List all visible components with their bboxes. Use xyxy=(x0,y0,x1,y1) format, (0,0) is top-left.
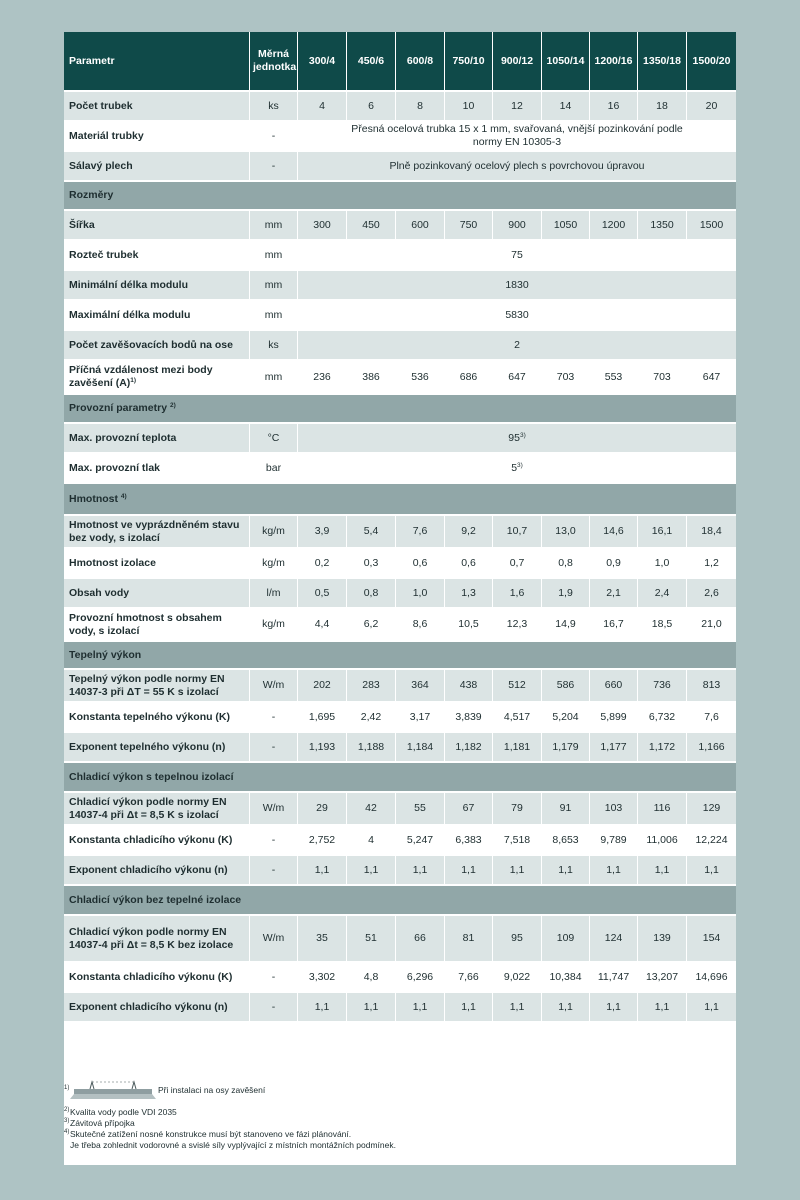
table-row xyxy=(64,993,736,1023)
section-row xyxy=(64,395,736,424)
footnote-ref: 3) xyxy=(517,461,523,469)
cell-value: 553 xyxy=(590,361,638,395)
table-row xyxy=(64,793,736,826)
row-unit: - xyxy=(250,993,298,1023)
header-model: 450/6 xyxy=(347,32,396,92)
row-label-text: Exponent tepelného výkonu (n) xyxy=(69,740,226,753)
cell-value: 3,17 xyxy=(396,703,445,733)
cell-value: 16,1 xyxy=(638,516,687,549)
row-unit: W/m xyxy=(250,670,298,703)
cell-value: 7,6 xyxy=(687,703,736,733)
table-row xyxy=(64,579,736,609)
section-row xyxy=(64,763,736,793)
row-unit: bar xyxy=(250,454,298,484)
row-label-text: Max. provozní teplota xyxy=(69,431,177,444)
header-model: 600/8 xyxy=(396,32,445,92)
table-row xyxy=(64,916,736,963)
cell-value: 10,384 xyxy=(542,963,590,993)
row-label-text: Max. provozní tlak xyxy=(69,461,161,474)
cell-value: 95 xyxy=(493,916,542,963)
row-label xyxy=(64,549,250,579)
cell-value: 1,1 xyxy=(638,993,687,1023)
cell-value: 91 xyxy=(542,793,590,826)
table-row xyxy=(64,271,736,301)
row-unit: - xyxy=(250,152,298,182)
cell-value: 116 xyxy=(638,793,687,826)
row-unit: W/m xyxy=(250,916,298,963)
footnote-ref: 4) xyxy=(120,492,127,500)
section-title xyxy=(64,886,736,916)
row-label-text: Chladicí výkon podle normy EN 14037-4 při Δt = 8,5 K bez izolace xyxy=(69,925,234,951)
cell-value: 1,179 xyxy=(542,733,590,763)
table-header xyxy=(64,32,736,92)
cell-value: 8,653 xyxy=(542,826,590,856)
header-model: 300/4 xyxy=(298,32,347,92)
mounting-diagram-icon xyxy=(70,1079,156,1101)
row-label-text: Konstanta chladicího výkonu (K) xyxy=(69,970,233,983)
row-label-text: Provozní hmotnost s obsahem vody, s izolací xyxy=(69,611,222,637)
cell-value: 1,188 xyxy=(347,733,396,763)
cell-value: 13,0 xyxy=(542,516,590,549)
table-row xyxy=(64,152,736,182)
row-label-text: Minimální délka modulu xyxy=(69,278,189,291)
cell-value: 10,5 xyxy=(445,609,493,642)
row-label-text: Hmotnost izolace xyxy=(69,556,156,569)
cell-value: 5,899 xyxy=(590,703,638,733)
section-title xyxy=(64,395,736,424)
table-row xyxy=(64,454,736,484)
row-value-span xyxy=(298,241,736,271)
cell-value: 1,0 xyxy=(396,579,445,609)
row-label-text: Sálavý plech xyxy=(69,159,133,172)
cell-value: 13,207 xyxy=(638,963,687,993)
cell-value: 1,172 xyxy=(638,733,687,763)
row-label xyxy=(64,826,250,856)
cell-value: 283 xyxy=(347,670,396,703)
cell-value: 1,1 xyxy=(638,856,687,886)
cell-value: 0,8 xyxy=(542,549,590,579)
row-unit: mm xyxy=(250,271,298,301)
row-value-text: 95 xyxy=(508,431,520,444)
cell-value: 4 xyxy=(298,92,347,122)
row-label-text: Hmotnost ve vyprázdněném stavu bez vody, s izolací xyxy=(69,518,240,544)
row-label xyxy=(64,271,250,301)
cell-value: 750 xyxy=(445,211,493,241)
cell-value: 1,1 xyxy=(590,993,638,1023)
row-label xyxy=(64,670,250,703)
row-value-span xyxy=(298,122,736,152)
row-label xyxy=(64,454,250,484)
table-row xyxy=(64,670,736,703)
row-label-text: Obsah vody xyxy=(69,586,130,599)
row-label xyxy=(64,916,250,963)
row-value-span xyxy=(298,271,736,301)
row-label xyxy=(64,361,250,395)
cell-value: 20 xyxy=(687,92,736,122)
footnote-ref: 2) xyxy=(169,402,176,409)
row-label-text: Maximální délka modulu xyxy=(69,308,191,321)
row-label-text: Počet trubek xyxy=(69,99,133,112)
cell-value: 202 xyxy=(298,670,347,703)
cell-value: 9,2 xyxy=(445,516,493,549)
row-value-text: 75 xyxy=(511,248,523,261)
section-title-text: Tepelný výkon xyxy=(69,648,142,661)
cell-value: 703 xyxy=(542,361,590,395)
row-label-text: Konstanta tepelného výkonu (K) xyxy=(69,710,231,723)
cell-value: 12 xyxy=(493,92,542,122)
row-label xyxy=(64,993,250,1023)
spec-sheet: Parametr Měrná jednotka 300/4 450/6 600/8 750/10 900/12 1050/14 1200/16 1350/18 1500/20 Počet trubek ks 4 6 8 10 12 14 16 18 20 Materiál trubky - Přesná ocelová trubka 15 x 1 mm, svařovaná, vnější pozinkování podle normy EN 10305-3 Sálavý plech - Plně pozinkovaný ocelový plech s povrchovou úpravou Rozměry Šířka mm 300 450 600 750 900 1050 1200 1350 1500 Rozteč trubek mm 75 Minimální délka modulu mm 1830 Maximální délka modulu mm 5830 Počet zavěšovacích bodů na ose ks 2 Příčná vzdálenost mezi body zavěšení $(A)^{1)}$ mm 236 386 536 686 647 703 553 703 647 Provozní parametry $^{2)}$ Max. provozní teplota °C 95$^{3)}$ Max. provozní tlak bar 5$^{3)}$ Hmotnost $^{4)}$ Hmotnost ve vyprázdněném stavu bez vody, s izolací kg/m 3,9 5,4 7,6 9,2 10,7 13,0 14,6 16,1 18,4 Hmotnost izolace kg/m 0,2 0,3 0,6 0,6 0,7 0,8 0,9 1,0 1,2 Obsah vody l/m 0,5 0,8 1,0 1,3 1,6 1,9 2,1 2,4 2,6 Provozní hmotnost s obsahem vody, s izolací kg/m 4,4 6,2 8,6 10,5 12,3 14,9 16,7 18,5 21,0 Tepelný výkon Tepelný výkon podle normy EN 14037-3 při ΔT = 55 K s izolací W/m 202 283 364 438 512 586 660 736 813 Konstanta tepelného výkonu (K) - 1,695 2,42 3,17 3,839 4,517 5,204 5,899 6,732 7,6 Exponent tepelného výkonu (n) - 1,193 1,188 1,184 1,182 1,181 1,179 1,177 1,172 1,166 Chladicí výkon s tepelnou izolací Chladicí výkon podle normy EN 14037-4 při Δt = 8,5 K s izolací W/m 29 42 55 67 79 91 103 116 129 Konstanta chladicího výkonu (K) - 2,752 4 5,247 6,383 7,518 8,653 9,789 11,006 12,224 Exponent chladicího výkonu (n) - 1,1 1,1 1,1 1,1 1,1 1,1 1,1 1,1 1,1 Chladicí výkon bez tepelné izolace Chladicí výkon podle normy EN 14037-4 při Δt = 8,5 K bez izolace W/m 35 51 66 81 95 109 124 139 154 Konstanta chladicího výkonu (K) - 3,302 4,8 6,296 7,66 9,022 10,384 11,747 13,207 14,696 Exponent chladicího výkonu (n) - 1,1 1,1 1,1 1,1 1,1 1,1 1,1 1,1 1,1 1) Při instalaci na osy zavěšení 2) Kvalita vody podle VDI 2035 3) Závitová přípojka 4) Skutečné zatížení nosné konstrukce musí být stanoveno ve fázi plánování. Je třeba zohlednit vodorovné a svislé síly vyplývající z místních montážních podmínek. xyxy=(64,32,736,1165)
section-row xyxy=(64,642,736,670)
row-label xyxy=(64,301,250,331)
cell-value: 2,752 xyxy=(298,826,347,856)
row-value-span xyxy=(298,301,736,331)
cell-value: 1,184 xyxy=(396,733,445,763)
cell-value: 1,1 xyxy=(542,856,590,886)
section-title xyxy=(64,763,736,793)
cell-value: 0,9 xyxy=(590,549,638,579)
row-unit: °C xyxy=(250,424,298,454)
section-title-text: Hmotnost xyxy=(69,492,118,505)
row-unit: - xyxy=(250,826,298,856)
cell-value: 154 xyxy=(687,916,736,963)
row-label xyxy=(64,963,250,993)
table-row xyxy=(64,92,736,122)
cell-value: 29 xyxy=(298,793,347,826)
cell-value: 9,022 xyxy=(493,963,542,993)
row-value-text: 2 xyxy=(514,338,520,351)
cell-value: 10,7 xyxy=(493,516,542,549)
section-title-text: Rozměry xyxy=(69,189,114,201)
cell-value: 81 xyxy=(445,916,493,963)
cell-value: 1,1 xyxy=(687,993,736,1023)
header-model: 750/10 xyxy=(445,32,493,92)
row-value-text: 5 xyxy=(511,461,518,474)
cell-value: 7,518 xyxy=(493,826,542,856)
row-label-text: Šířka xyxy=(69,218,95,231)
section-title-text: Chladicí výkon bez tepelné izolace xyxy=(69,893,242,906)
cell-value: 1,166 xyxy=(687,733,736,763)
row-label-text: Tepelný výkon podle normy EN 14037-3 při ΔT = 55 K s izolací xyxy=(69,672,225,698)
cell-value: 386 xyxy=(347,361,396,395)
cell-value: 2,1 xyxy=(590,579,638,609)
section-title xyxy=(64,484,736,516)
header-param: Parametr xyxy=(64,32,250,92)
cell-value: 703 xyxy=(638,361,687,395)
table-row xyxy=(64,549,736,579)
cell-value: 1,1 xyxy=(396,856,445,886)
cell-value: 1,695 xyxy=(298,703,347,733)
cell-value: 55 xyxy=(396,793,445,826)
cell-value: 1,1 xyxy=(445,993,493,1023)
section-row xyxy=(64,484,736,516)
row-label xyxy=(64,122,250,152)
row-label xyxy=(64,516,250,549)
row-label-text: Exponent chladicího výkonu (n) xyxy=(69,863,228,876)
cell-value: 124 xyxy=(590,916,638,963)
row-value-text: Přesná ocelová trubka 15 x 1 mm, svařovaná, vnější pozinkování podle normy EN 10305-3 xyxy=(351,123,683,148)
cell-value: 66 xyxy=(396,916,445,963)
cell-value: 2,4 xyxy=(638,579,687,609)
table-row xyxy=(64,963,736,993)
cell-value: 1,1 xyxy=(347,993,396,1023)
cell-value: 7,6 xyxy=(396,516,445,549)
row-label xyxy=(64,424,250,454)
row-label xyxy=(64,703,250,733)
cell-value: 438 xyxy=(445,670,493,703)
table-row xyxy=(64,211,736,241)
cell-value: 1,1 xyxy=(493,993,542,1023)
cell-value: 6,2 xyxy=(347,609,396,642)
cell-value: 14,696 xyxy=(687,963,736,993)
table-row xyxy=(64,733,736,763)
cell-value: 300 xyxy=(298,211,347,241)
cell-value: 660 xyxy=(590,670,638,703)
row-label xyxy=(64,92,250,122)
spec-table xyxy=(64,32,736,1023)
cell-value: 16 xyxy=(590,92,638,122)
header-model: 1200/16 xyxy=(590,32,638,92)
cell-value: 1050 xyxy=(542,211,590,241)
table-row xyxy=(64,122,736,152)
cell-value: 6 xyxy=(347,92,396,122)
cell-value: 1,1 xyxy=(298,993,347,1023)
cell-value: 0,6 xyxy=(445,549,493,579)
row-unit: - xyxy=(250,733,298,763)
cell-value: 51 xyxy=(347,916,396,963)
cell-value: 1,182 xyxy=(445,733,493,763)
cell-value: 1,193 xyxy=(298,733,347,763)
row-label xyxy=(64,793,250,826)
cell-value: 109 xyxy=(542,916,590,963)
cell-value: 11,006 xyxy=(638,826,687,856)
cell-value: 0,3 xyxy=(347,549,396,579)
row-value-span xyxy=(298,152,736,182)
cell-value: 1,181 xyxy=(493,733,542,763)
row-unit: - xyxy=(250,963,298,993)
section-title xyxy=(64,642,736,670)
cell-value: 5,204 xyxy=(542,703,590,733)
cell-value: 647 xyxy=(687,361,736,395)
cell-value: 1500 xyxy=(687,211,736,241)
header-model: 1500/20 xyxy=(687,32,736,92)
cell-value: 586 xyxy=(542,670,590,703)
cell-value: 3,9 xyxy=(298,516,347,549)
cell-value: 9,789 xyxy=(590,826,638,856)
cell-value: 0,2 xyxy=(298,549,347,579)
row-unit: mm xyxy=(250,301,298,331)
cell-value: 14,6 xyxy=(590,516,638,549)
cell-value: 736 xyxy=(638,670,687,703)
row-label xyxy=(64,152,250,182)
cell-value: 1,1 xyxy=(445,856,493,886)
cell-value: 79 xyxy=(493,793,542,826)
cell-value: 18,5 xyxy=(638,609,687,642)
table-row xyxy=(64,424,736,454)
cell-value: 42 xyxy=(347,793,396,826)
cell-value: 1350 xyxy=(638,211,687,241)
cell-value: 6,732 xyxy=(638,703,687,733)
cell-value: 12,224 xyxy=(687,826,736,856)
cell-value: 67 xyxy=(445,793,493,826)
row-unit: kg/m xyxy=(250,609,298,642)
cell-value: 1,1 xyxy=(542,993,590,1023)
row-unit: - xyxy=(250,856,298,886)
row-value-text: 5830 xyxy=(505,308,529,321)
cell-value: 6,383 xyxy=(445,826,493,856)
cell-value: 16,7 xyxy=(590,609,638,642)
cell-value: 450 xyxy=(347,211,396,241)
row-label-text: Materiál trubky xyxy=(69,129,144,142)
cell-value: 2,6 xyxy=(687,579,736,609)
table-row xyxy=(64,609,736,642)
cell-value: 0,5 xyxy=(298,579,347,609)
cell-value: 1,177 xyxy=(590,733,638,763)
cell-value: 1,1 xyxy=(298,856,347,886)
row-unit: ks xyxy=(250,92,298,122)
cell-value: 18 xyxy=(638,92,687,122)
cell-value: 1,1 xyxy=(493,856,542,886)
cell-value: 10 xyxy=(445,92,493,122)
row-unit: W/m xyxy=(250,793,298,826)
table-row xyxy=(64,826,736,856)
cell-value: 364 xyxy=(396,670,445,703)
cell-value: 1,2 xyxy=(687,549,736,579)
cell-value: 512 xyxy=(493,670,542,703)
row-label xyxy=(64,579,250,609)
cell-value: 8,6 xyxy=(396,609,445,642)
cell-value: 4,4 xyxy=(298,609,347,642)
row-unit: l/m xyxy=(250,579,298,609)
cell-value: 1,6 xyxy=(493,579,542,609)
row-unit: - xyxy=(250,122,298,152)
cell-value: 14 xyxy=(542,92,590,122)
cell-value: 139 xyxy=(638,916,687,963)
footnote-ref: 1) xyxy=(130,377,137,384)
footnote-ref: 3) xyxy=(519,431,526,439)
cell-value: 3,302 xyxy=(298,963,347,993)
cell-value: 7,66 xyxy=(445,963,493,993)
row-label xyxy=(64,211,250,241)
cell-value: 1,1 xyxy=(590,856,638,886)
row-unit: kg/m xyxy=(250,549,298,579)
row-label xyxy=(64,733,250,763)
row-label-text: Rozteč trubek xyxy=(69,248,139,261)
row-label-text: Počet zavěšovacích bodů na ose xyxy=(69,338,233,351)
header-unit: Měrná jednotka xyxy=(250,32,298,92)
header-model: 1350/18 xyxy=(638,32,687,92)
section-title-text: Chladicí výkon s tepelnou izolací xyxy=(69,770,234,783)
row-label xyxy=(64,241,250,271)
cell-value: 5,247 xyxy=(396,826,445,856)
cell-value: 103 xyxy=(590,793,638,826)
cell-value: 129 xyxy=(687,793,736,826)
row-value-span xyxy=(298,424,736,454)
section-title-text: Provozní parametry xyxy=(69,402,168,414)
row-label-text: Chladicí výkon podle normy EN 14037-4 při Δt = 8,5 K s izolací xyxy=(69,795,227,821)
row-value-span xyxy=(298,454,736,484)
row-label-text: Konstanta chladicího výkonu (K) xyxy=(69,833,233,846)
table-row xyxy=(64,361,736,395)
header-model: 900/12 xyxy=(493,32,542,92)
header-model: 1050/14 xyxy=(542,32,590,92)
cell-value: 12,3 xyxy=(493,609,542,642)
row-label xyxy=(64,856,250,886)
cell-value: 21,0 xyxy=(687,609,736,642)
cell-value: 1,1 xyxy=(396,993,445,1023)
cell-value: 4,517 xyxy=(493,703,542,733)
cell-value: 0,8 xyxy=(347,579,396,609)
row-unit: mm xyxy=(250,241,298,271)
cell-value: 4,8 xyxy=(347,963,396,993)
row-value-text: Plně pozinkovaný ocelový plech s povrchovou úpravou xyxy=(389,159,645,172)
table-row xyxy=(64,241,736,271)
cell-value: 600 xyxy=(396,211,445,241)
cell-value: 813 xyxy=(687,670,736,703)
cell-value: 1,1 xyxy=(347,856,396,886)
cell-value: 5,4 xyxy=(347,516,396,549)
cell-value: 1,1 xyxy=(687,856,736,886)
cell-value: 1200 xyxy=(590,211,638,241)
cell-value: 236 xyxy=(298,361,347,395)
row-unit: - xyxy=(250,703,298,733)
cell-value: 1,0 xyxy=(638,549,687,579)
cell-value: 8 xyxy=(396,92,445,122)
row-label xyxy=(64,331,250,361)
row-unit: mm xyxy=(250,211,298,241)
row-value-span xyxy=(298,331,736,361)
cell-value: 0,7 xyxy=(493,549,542,579)
table-row xyxy=(64,516,736,549)
row-label-text: Exponent chladicího výkonu (n) xyxy=(69,1000,228,1013)
cell-value: 0,6 xyxy=(396,549,445,579)
row-label xyxy=(64,609,250,642)
row-unit: mm xyxy=(250,361,298,395)
cell-value: 6,296 xyxy=(396,963,445,993)
table-row xyxy=(64,703,736,733)
table-row xyxy=(64,331,736,361)
cell-value: 35 xyxy=(298,916,347,963)
cell-value: 14,9 xyxy=(542,609,590,642)
cell-value: 1,3 xyxy=(445,579,493,609)
table-row xyxy=(64,301,736,331)
cell-value: 4 xyxy=(347,826,396,856)
section-row xyxy=(64,182,736,211)
cell-value: 18,4 xyxy=(687,516,736,549)
row-unit: kg/m xyxy=(250,516,298,549)
cell-value: 536 xyxy=(396,361,445,395)
cell-value: 1,9 xyxy=(542,579,590,609)
row-label-text: Příčná vzdálenost mezi body zavěšení (A) xyxy=(69,364,213,389)
row-unit: ks xyxy=(250,331,298,361)
section-row xyxy=(64,886,736,916)
cell-value: 2,42 xyxy=(347,703,396,733)
section-title xyxy=(64,182,736,211)
cell-value: 647 xyxy=(493,361,542,395)
cell-value: 900 xyxy=(493,211,542,241)
row-value-text: 1830 xyxy=(505,278,529,291)
cell-value: 11,747 xyxy=(590,963,638,993)
cell-value: 686 xyxy=(445,361,493,395)
cell-value: 3,839 xyxy=(445,703,493,733)
table-row xyxy=(64,856,736,886)
